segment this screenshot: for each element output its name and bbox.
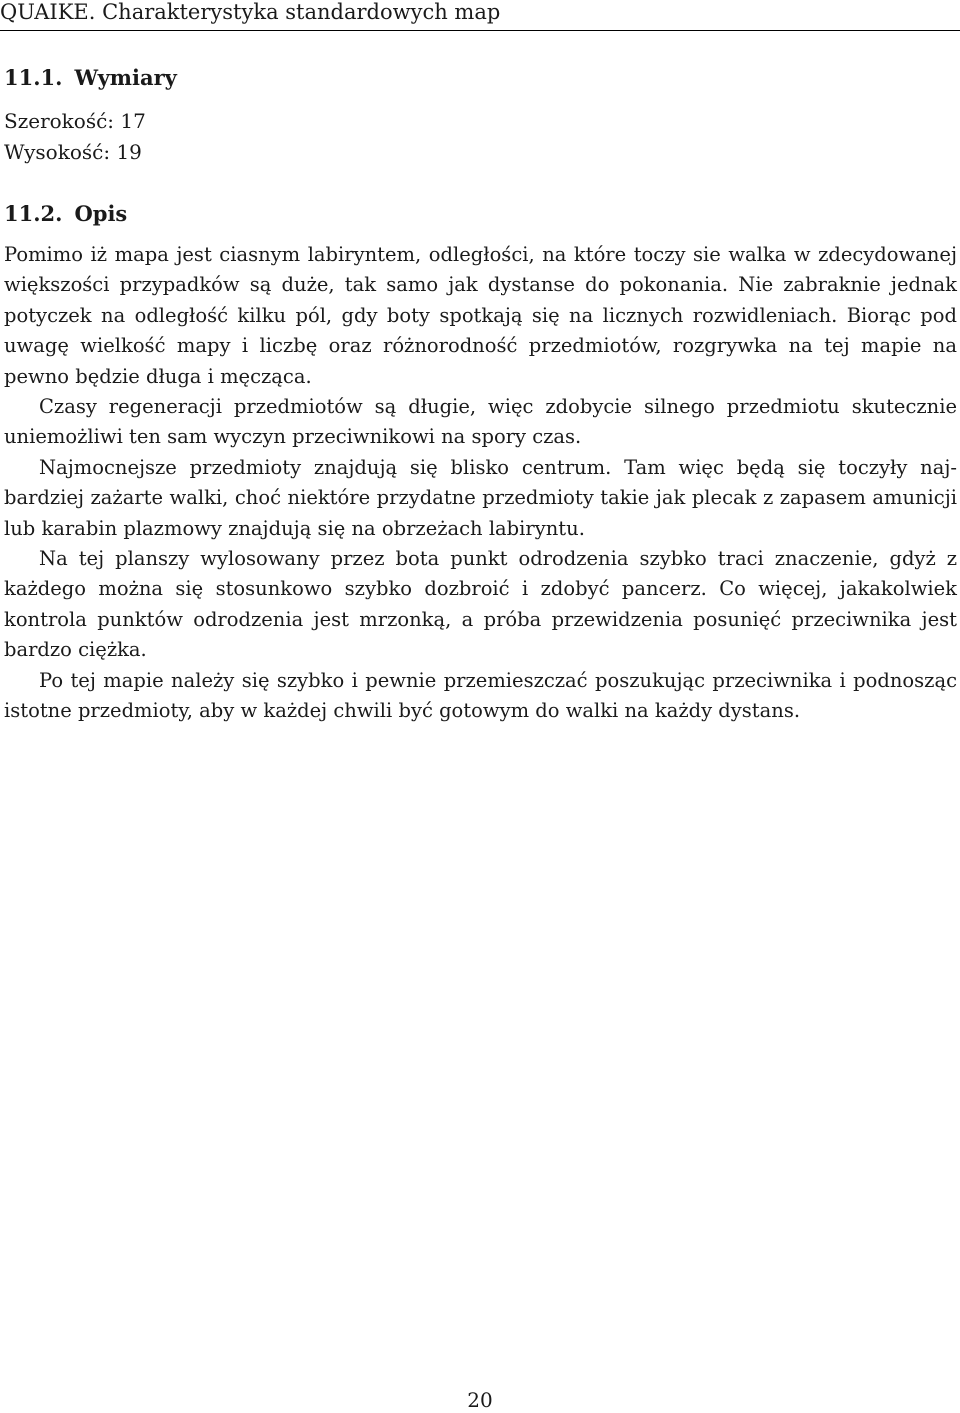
- section-heading-dimensions: [4, 64, 956, 92]
- section-number: 11.1.: [4, 65, 63, 90]
- running-title: QUAIKE. Charakterystyka standardowych map: [0, 0, 501, 24]
- running-header: [0, 0, 960, 31]
- paragraph: Na tej planszy wylosowany przez bota punkt odrodzenia szybko traci znaczenie, gdyż z każdego można się stosunkowo szybko dozbroić i zdobyć pancerz. Co więcej, jakakolwiek kontrola punktów odrodzenia jest mrzonką, a próba przewidzenia posunięć przeciwnika jest bardzo ciężka.: [4, 547, 957, 662]
- section-title: Opis: [74, 201, 128, 226]
- section-heading-description: [4, 200, 956, 228]
- section-description-heading-block: [4, 200, 956, 228]
- map-width: Szerokość: 17: [4, 109, 146, 133]
- paragraph: Pomimo iż mapa jest ciasnym labiryntem, odległości, na które toczy sie walka w zdecydowanej większości przypadków są duże, tak samo jak dystanse do pokonania. Nie zabraknie jednak potyczek na odległość kilku pól, gdy boty spotkają się na licznych rozwidleniach. Biorąc pod uwagę wielkość mapy i liczbę oraz różnorodność przedmiotów, rozgrywka na tej mapie na pewno będzie długa i męcząca.: [4, 243, 957, 388]
- section-number: 11.2.: [4, 201, 63, 226]
- paragraph: Czasy regeneracji przedmiotów są długie, więc zdobycie silnego przedmiotu skutecznie uniemożliwi ten sam wyczyn przeciwnikowi na spory czas.: [4, 395, 957, 449]
- paragraph: Najmocnejsze przedmioty znajdują się blisko centrum. Tam więc będą się toczyły najbardziej zażarte walki, choć niektóre przydatne przedmioty takie jak plecak z zapasem amunicji lub karabin plazmowy znajdują się na obrzeżach labiryntu.: [4, 455, 957, 540]
- section-title: Wymiary: [74, 65, 177, 90]
- page-number: 20: [467, 1388, 493, 1412]
- map-height: Wysokość: 19: [4, 140, 142, 164]
- section-dimensions: [4, 64, 956, 168]
- description-body: [4, 240, 957, 727]
- paragraph: Po tej mapie należy się szybko i pewnie przemieszczać poszukując przeciwnika i podnosząc istotne przedmioty, aby w każdej chwili być gotowym do walki na każdy dystans.: [4, 668, 957, 723]
